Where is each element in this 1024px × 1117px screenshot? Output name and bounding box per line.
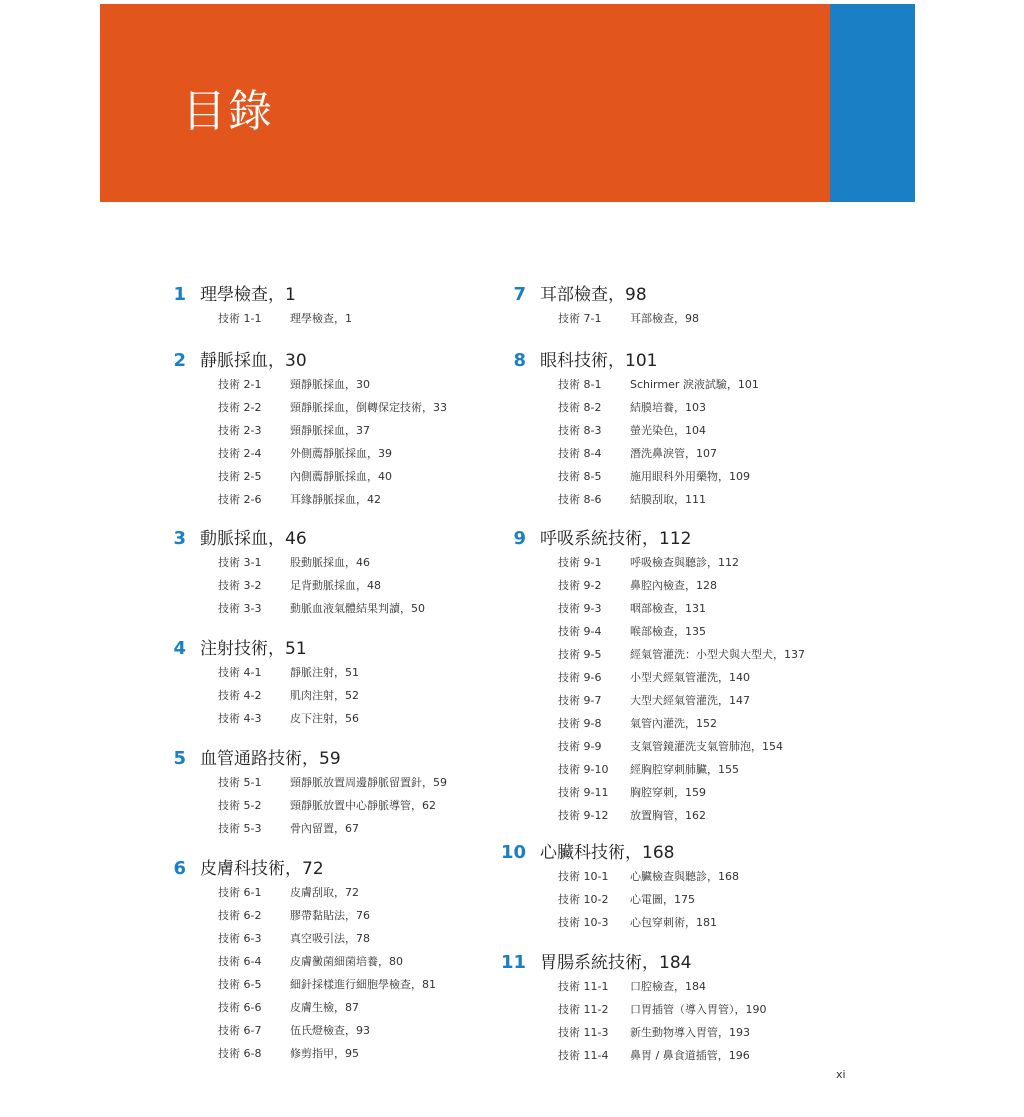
toc-section-row[interactable] bbox=[180, 683, 520, 706]
toc-section-row[interactable] bbox=[520, 372, 860, 395]
chapter-heading[interactable] bbox=[173, 634, 520, 660]
section-label: 股動脈採血，46 bbox=[290, 555, 370, 569]
toc-section-row[interactable] bbox=[180, 995, 520, 1018]
header-banner bbox=[100, 4, 915, 202]
toc-section-row[interactable] bbox=[520, 573, 860, 596]
section-id: 技術 9-12 bbox=[558, 808, 609, 822]
section-id: 技術 11-3 bbox=[558, 1025, 609, 1039]
section-label: 靜脈注射，51 bbox=[290, 665, 359, 679]
section-label: 螢光染色，104 bbox=[630, 423, 706, 437]
toc-section-row[interactable] bbox=[520, 910, 860, 933]
section-id: 技術 8-4 bbox=[558, 446, 602, 460]
toc-section-row[interactable] bbox=[520, 780, 860, 803]
chapter-title: 呼吸系統技術，112 bbox=[540, 529, 692, 549]
toc-chapter bbox=[173, 346, 520, 510]
section-label: 新生動物導入胃管，193 bbox=[630, 1025, 750, 1039]
section-label: Schirmer 淚液試驗，101 bbox=[630, 377, 759, 391]
toc-section-row[interactable] bbox=[180, 880, 520, 903]
chapter-number: 2 bbox=[173, 350, 186, 371]
section-label: 皮下注射，56 bbox=[290, 711, 359, 725]
toc-section-row[interactable] bbox=[180, 306, 520, 329]
toc-section-row[interactable] bbox=[520, 1043, 860, 1066]
chapter-heading[interactable] bbox=[173, 744, 520, 770]
section-label: 鼻腔內檢查，128 bbox=[630, 578, 717, 592]
toc-section-row[interactable] bbox=[520, 487, 860, 510]
section-id: 技術 11-4 bbox=[558, 1048, 609, 1062]
section-id: 技術 6-1 bbox=[218, 885, 262, 899]
section-label: 細針採樣進行細胞學檢查，81 bbox=[290, 977, 436, 991]
chapter-title: 胃腸系統技術，184 bbox=[540, 953, 692, 973]
toc-chapter bbox=[500, 838, 860, 933]
section-id: 技術 6-8 bbox=[218, 1046, 262, 1060]
section-label: 皮膚刮取，72 bbox=[290, 885, 359, 899]
section-label: 心包穿刺術，181 bbox=[630, 915, 717, 929]
toc-chapter bbox=[173, 524, 520, 619]
toc-chapter bbox=[513, 524, 860, 826]
section-label: 頸靜脈放置周邊靜脈留置針，59 bbox=[290, 775, 447, 789]
toc-section-row[interactable] bbox=[180, 1041, 520, 1064]
toc-section-row[interactable] bbox=[520, 974, 860, 997]
section-label: 足背動脈採血，48 bbox=[290, 578, 381, 592]
section-id: 技術 6-4 bbox=[218, 954, 262, 968]
toc-section-row[interactable] bbox=[520, 803, 860, 826]
toc-section-row[interactable] bbox=[180, 706, 520, 729]
chapter-heading[interactable] bbox=[513, 280, 860, 306]
section-label: 口腔檢查，184 bbox=[630, 979, 706, 993]
section-label: 氣管內灌洗，152 bbox=[630, 716, 717, 730]
chapter-heading[interactable] bbox=[513, 346, 860, 372]
section-id: 技術 8-5 bbox=[558, 469, 602, 483]
chapter-number: 3 bbox=[173, 528, 186, 549]
section-label: 經氣管灌洗：小型犬與大型犬，137 bbox=[630, 647, 805, 661]
toc-section-row[interactable] bbox=[520, 665, 860, 688]
section-id: 技術 8-1 bbox=[558, 377, 602, 391]
chapter-heading[interactable] bbox=[173, 524, 520, 550]
section-label: 動脈血液氣體結果判讀，50 bbox=[290, 601, 425, 615]
section-id: 技術 4-3 bbox=[218, 711, 262, 725]
section-label: 真空吸引法，78 bbox=[290, 931, 370, 945]
toc-section-row[interactable] bbox=[180, 573, 520, 596]
toc-section-row[interactable] bbox=[180, 441, 520, 464]
section-id: 技術 6-2 bbox=[218, 908, 262, 922]
toc-section-row[interactable] bbox=[180, 949, 520, 972]
section-label: 外側薦靜脈採血，39 bbox=[290, 446, 392, 460]
chapter-title: 動脈採血，46 bbox=[200, 529, 307, 549]
section-label: 喉部檢查，135 bbox=[630, 624, 706, 638]
section-id: 技術 2-1 bbox=[218, 377, 262, 391]
section-id: 技術 5-2 bbox=[218, 798, 262, 812]
toc-section-row[interactable] bbox=[180, 418, 520, 441]
chapter-number: 8 bbox=[513, 350, 526, 371]
chapter-number: 4 bbox=[173, 638, 186, 659]
section-id: 技術 3-2 bbox=[218, 578, 262, 592]
toc-chapter bbox=[513, 280, 860, 329]
section-label: 膠帶黏貼法，76 bbox=[290, 908, 370, 922]
section-label: 咽部檢查，131 bbox=[630, 601, 706, 615]
section-id: 技術 9-1 bbox=[558, 555, 602, 569]
section-label: 口胃插管（導入胃管），190 bbox=[630, 1002, 767, 1016]
section-label: 結膜刮取，111 bbox=[630, 492, 706, 506]
toc-section-row[interactable] bbox=[180, 816, 520, 839]
section-label: 施用眼科外用藥物，109 bbox=[630, 469, 750, 483]
section-id: 技術 5-3 bbox=[218, 821, 262, 835]
toc-chapter bbox=[173, 280, 520, 329]
section-id: 技術 2-3 bbox=[218, 423, 262, 437]
toc-chapter bbox=[513, 346, 860, 510]
toc-section-row[interactable] bbox=[520, 441, 860, 464]
section-label: 胸腔穿刺，159 bbox=[630, 785, 706, 799]
section-label: 頸靜脈放置中心靜脈導管，62 bbox=[290, 798, 436, 812]
section-id: 技術 9-3 bbox=[558, 601, 602, 615]
section-label: 潛洗鼻淚管，107 bbox=[630, 446, 717, 460]
chapter-number: 7 bbox=[513, 284, 526, 305]
chapter-number: 6 bbox=[173, 858, 186, 879]
section-label: 修剪指甲，95 bbox=[290, 1046, 359, 1060]
section-label: 結膜培養，103 bbox=[630, 400, 706, 414]
section-id: 技術 8-2 bbox=[558, 400, 602, 414]
section-label: 頸靜脈採血，37 bbox=[290, 423, 370, 437]
section-id: 技術 8-3 bbox=[558, 423, 602, 437]
section-id: 技術 6-3 bbox=[218, 931, 262, 945]
chapter-heading[interactable] bbox=[500, 948, 860, 974]
page-title: 目錄 bbox=[182, 86, 274, 137]
section-label: 骨內留置，67 bbox=[290, 821, 359, 835]
chapter-title: 皮膚科技術，72 bbox=[200, 859, 324, 879]
section-label: 放置胸管，162 bbox=[630, 808, 706, 822]
section-id: 技術 2-2 bbox=[218, 400, 262, 414]
chapter-heading[interactable] bbox=[173, 346, 520, 372]
toc-section-row[interactable] bbox=[520, 711, 860, 734]
chapter-number: 9 bbox=[513, 528, 526, 549]
toc-section-row[interactable] bbox=[180, 793, 520, 816]
toc-section-row[interactable] bbox=[520, 688, 860, 711]
toc-section-row[interactable] bbox=[520, 887, 860, 910]
toc-section-row[interactable] bbox=[520, 464, 860, 487]
toc-section-row[interactable] bbox=[180, 372, 520, 395]
toc-section-row[interactable] bbox=[180, 770, 520, 793]
toc-section-row[interactable] bbox=[520, 550, 860, 573]
toc-section-row[interactable] bbox=[180, 487, 520, 510]
section-label: 內側薦靜脈採血，40 bbox=[290, 469, 392, 483]
section-label: 肌肉注射，52 bbox=[290, 688, 359, 702]
section-id: 技術 8-6 bbox=[558, 492, 602, 506]
chapter-number: 11 bbox=[500, 952, 526, 973]
toc-section-row[interactable] bbox=[520, 734, 860, 757]
toc-chapter bbox=[173, 634, 520, 729]
section-id: 技術 9-2 bbox=[558, 578, 602, 592]
chapter-title: 靜脈採血，30 bbox=[200, 351, 307, 371]
toc-section-row[interactable] bbox=[180, 903, 520, 926]
toc-chapter bbox=[173, 744, 520, 839]
section-id: 技術 4-2 bbox=[218, 688, 262, 702]
section-label: 理學檢查，1 bbox=[290, 311, 352, 325]
page-number: xi bbox=[836, 1068, 846, 1081]
chapter-title: 眼科技術，101 bbox=[540, 351, 658, 371]
chapter-title: 血管通路技術，59 bbox=[200, 749, 341, 769]
toc-section-row[interactable] bbox=[180, 395, 520, 418]
chapter-title: 心臟科技術，168 bbox=[540, 843, 675, 863]
section-label: 大型犬經氣管灌洗，147 bbox=[630, 693, 750, 707]
section-label: 支氣管鏡灌洗支氣管肺泡，154 bbox=[630, 739, 783, 753]
toc-section-row[interactable] bbox=[520, 864, 860, 887]
section-label: 心臟檢查與聽診，168 bbox=[630, 869, 739, 883]
section-id: 技術 3-1 bbox=[218, 555, 262, 569]
toc-section-row[interactable] bbox=[180, 596, 520, 619]
section-id: 技術 6-5 bbox=[218, 977, 262, 991]
section-label: 頸靜脈採血，30 bbox=[290, 377, 370, 391]
toc-section-row[interactable] bbox=[180, 972, 520, 995]
chapter-heading[interactable] bbox=[513, 524, 860, 550]
section-label: 皮膚生檢，87 bbox=[290, 1000, 359, 1014]
section-id: 技術 5-1 bbox=[218, 775, 262, 789]
section-label: 經胸腔穿刺肺臟，155 bbox=[630, 762, 739, 776]
toc-section-row[interactable] bbox=[520, 306, 860, 329]
section-id: 技術 4-1 bbox=[218, 665, 262, 679]
toc-section-row[interactable] bbox=[520, 1020, 860, 1043]
section-id: 技術 9-11 bbox=[558, 785, 609, 799]
section-id: 技術 9-8 bbox=[558, 716, 602, 730]
section-id: 技術 2-6 bbox=[218, 492, 262, 506]
section-id: 技術 10-3 bbox=[558, 915, 609, 929]
section-label: 心電圖，175 bbox=[630, 892, 695, 906]
toc-section-row[interactable] bbox=[180, 464, 520, 487]
section-id: 技術 10-2 bbox=[558, 892, 609, 906]
toc-chapter bbox=[500, 948, 860, 1066]
section-label: 頸靜脈採血，倒轉保定技術，33 bbox=[290, 400, 447, 414]
section-id: 技術 11-2 bbox=[558, 1002, 609, 1016]
section-id: 技術 11-1 bbox=[558, 979, 609, 993]
section-id: 技術 9-5 bbox=[558, 647, 602, 661]
toc-section-row[interactable] bbox=[520, 757, 860, 780]
section-label: 耳緣靜脈採血，42 bbox=[290, 492, 381, 506]
section-label: 小型犬經氣管灌洗，140 bbox=[630, 670, 750, 684]
section-id: 技術 9-4 bbox=[558, 624, 602, 638]
toc-section-row[interactable] bbox=[180, 550, 520, 573]
toc-chapter bbox=[173, 854, 520, 1064]
chapter-heading[interactable] bbox=[173, 280, 520, 306]
toc-section-row[interactable] bbox=[180, 1018, 520, 1041]
chapter-number: 1 bbox=[173, 284, 186, 305]
section-label: 皮膚黴菌細菌培養，80 bbox=[290, 954, 403, 968]
section-label: 呼吸檢查與聽診，112 bbox=[630, 555, 739, 569]
section-label: 伍氏燈檢查，93 bbox=[290, 1023, 370, 1037]
toc-section-row[interactable] bbox=[520, 997, 860, 1020]
chapter-title: 理學檢查，1 bbox=[200, 285, 296, 305]
section-id: 技術 6-7 bbox=[218, 1023, 262, 1037]
chapter-heading[interactable] bbox=[173, 854, 520, 880]
chapter-number: 5 bbox=[173, 748, 186, 769]
section-label: 鼻胃 / 鼻食道插管，196 bbox=[630, 1048, 750, 1062]
toc-section-row[interactable] bbox=[180, 660, 520, 683]
chapter-number: 10 bbox=[500, 842, 526, 863]
chapter-title: 注射技術，51 bbox=[200, 639, 307, 659]
toc-section-row[interactable] bbox=[180, 926, 520, 949]
section-id: 技術 2-5 bbox=[218, 469, 262, 483]
toc-section-row[interactable] bbox=[520, 596, 860, 619]
toc-section-row[interactable] bbox=[520, 642, 860, 665]
section-id: 技術 10-1 bbox=[558, 869, 609, 883]
section-id: 技術 9-7 bbox=[558, 693, 602, 707]
section-id: 技術 7-1 bbox=[558, 311, 602, 325]
toc-section-row[interactable] bbox=[520, 418, 860, 441]
section-id: 技術 9-6 bbox=[558, 670, 602, 684]
toc-section-row[interactable] bbox=[520, 395, 860, 418]
header-blue-block bbox=[830, 4, 915, 202]
chapter-heading[interactable] bbox=[500, 838, 860, 864]
section-id: 技術 1-1 bbox=[218, 311, 262, 325]
section-id: 技術 3-3 bbox=[218, 601, 262, 615]
section-id: 技術 6-6 bbox=[218, 1000, 262, 1014]
section-label: 耳部檢查，98 bbox=[630, 311, 699, 325]
section-id: 技術 2-4 bbox=[218, 446, 262, 460]
toc-section-row[interactable] bbox=[520, 619, 860, 642]
chapter-title: 耳部檢查，98 bbox=[540, 285, 647, 305]
section-id: 技術 9-9 bbox=[558, 739, 602, 753]
section-id: 技術 9-10 bbox=[558, 762, 609, 776]
